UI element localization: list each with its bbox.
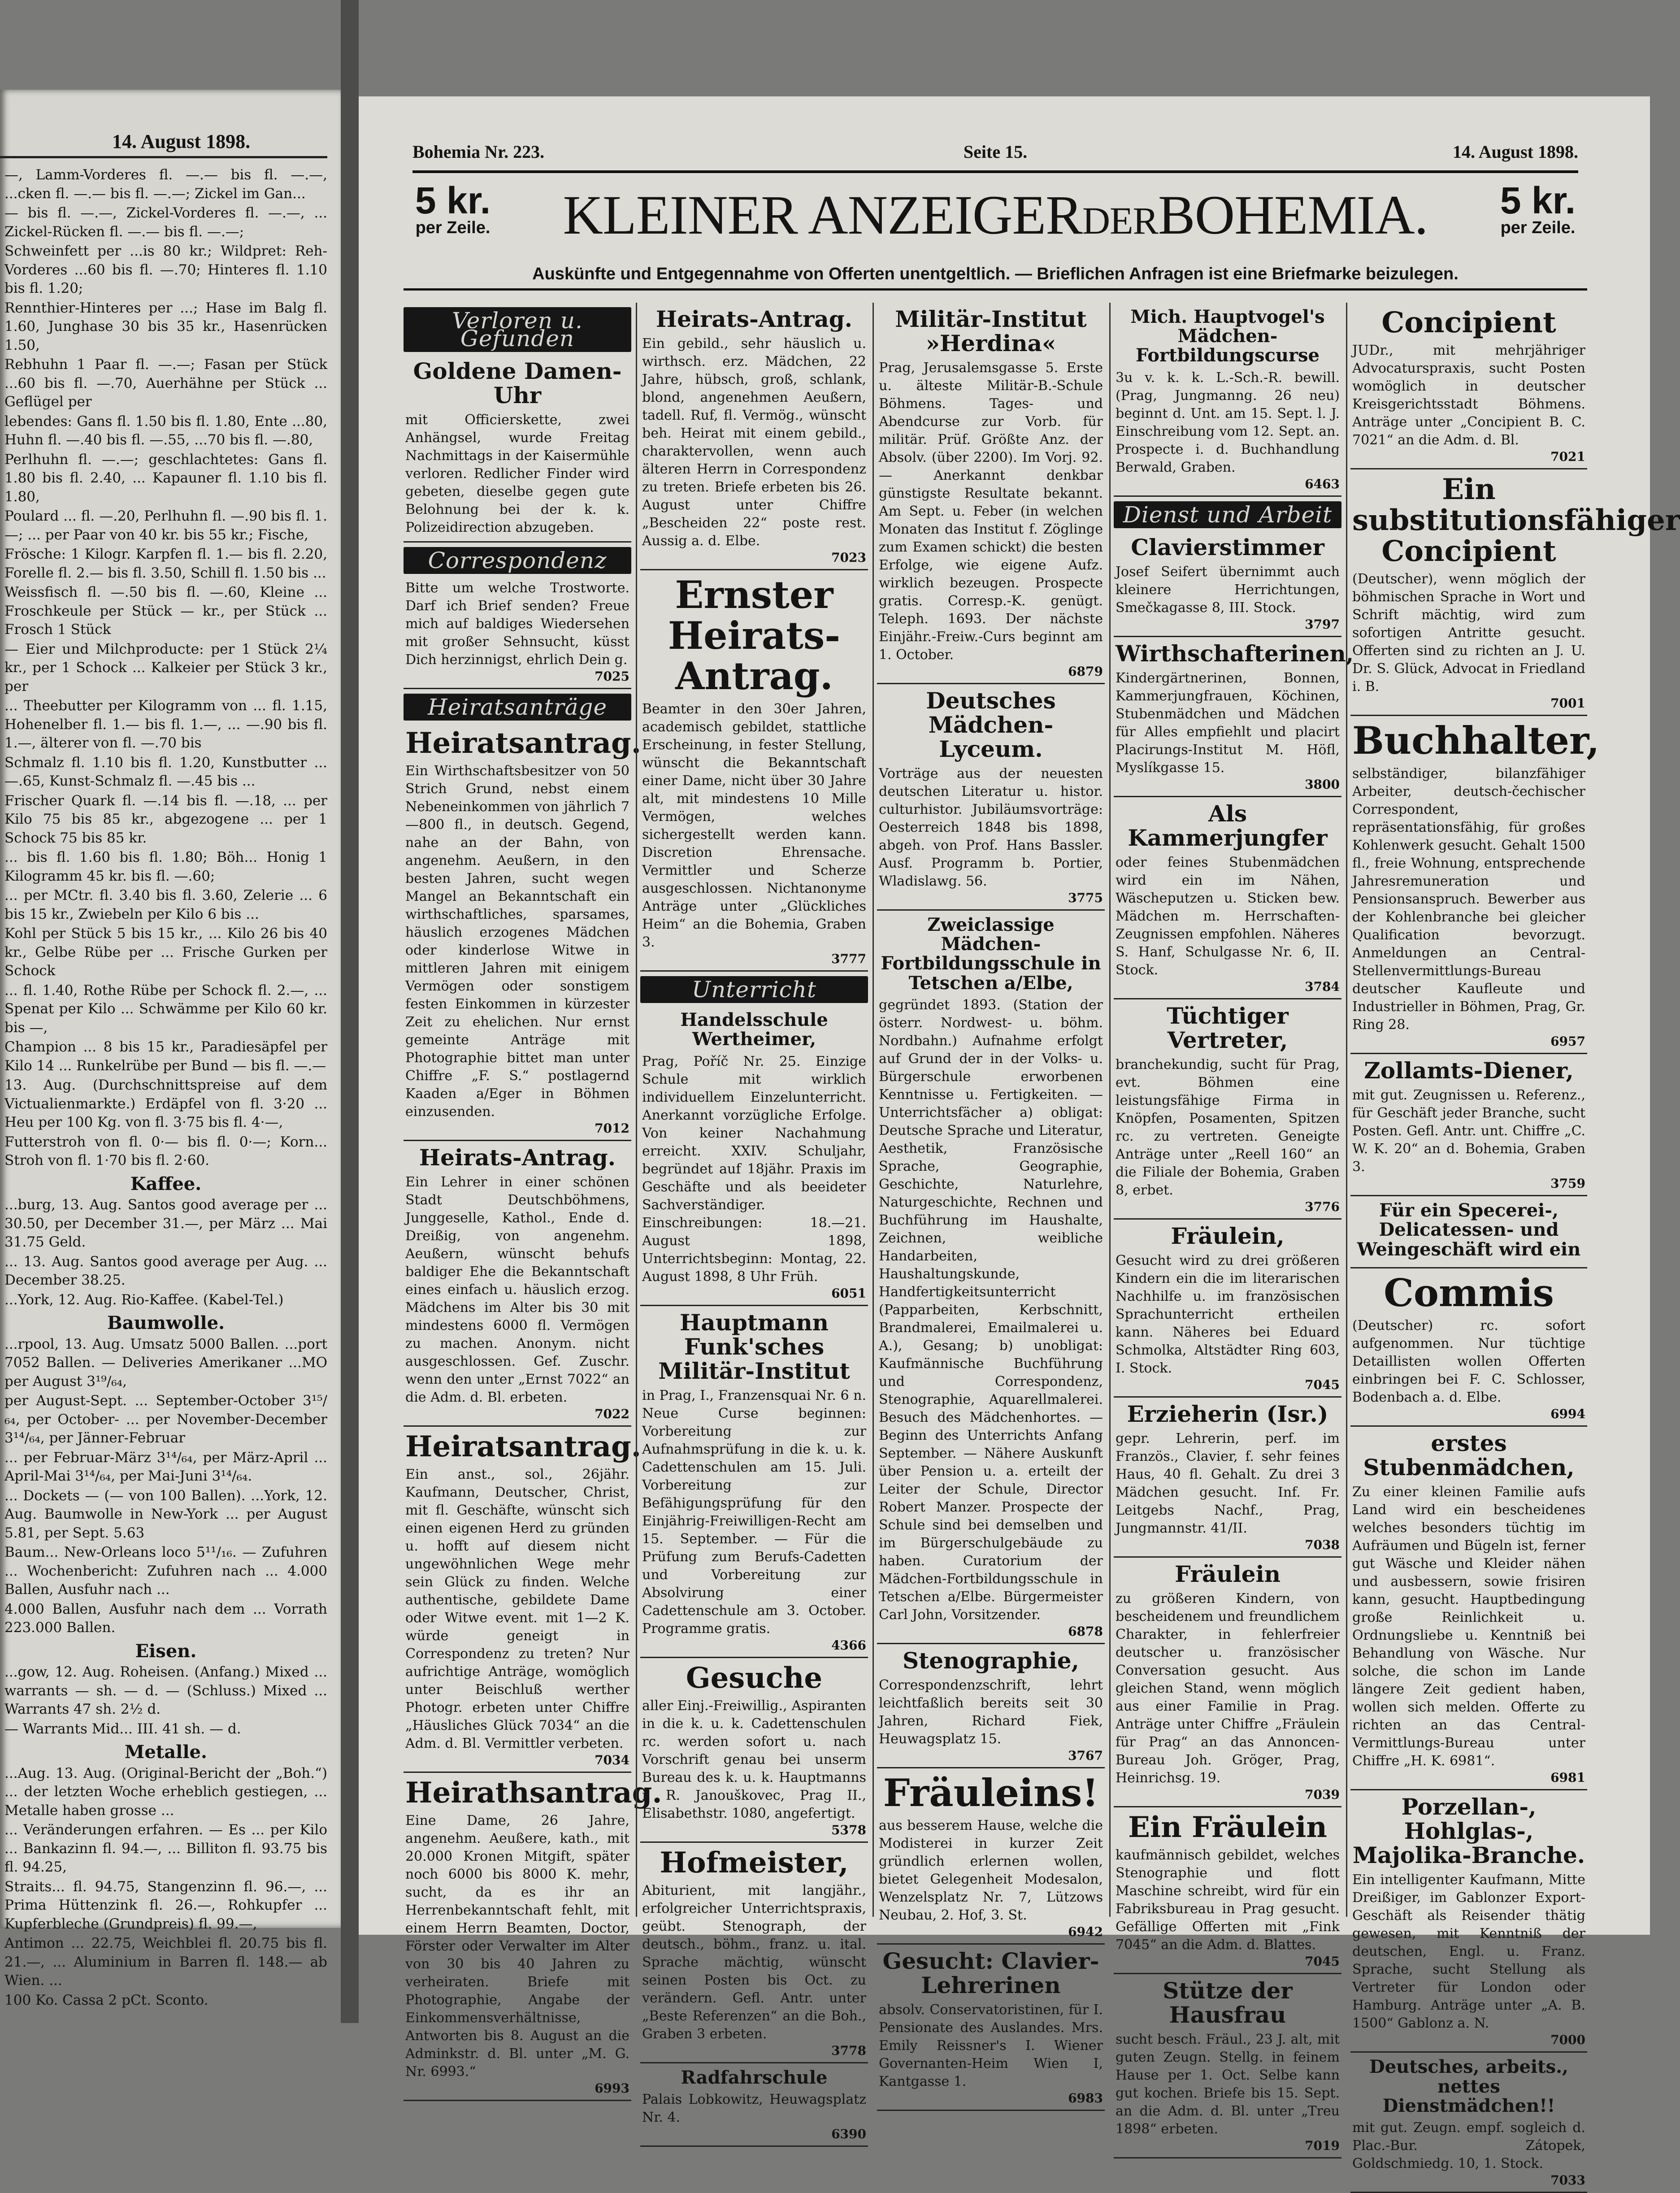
classified-ad [877,1644,1105,1768]
ad-title: Fräulein, [1171,1222,1285,1249]
ad-text: aller Einj.-Freiwillig., Aspiranten in die k. u. k. Cadettenschulen rc. werden sofort u. nach Vorschrift genau bei unserm Bureau des k. u. k. Hauptmanns i. R. Janouškovec, Prag II., Elisabethstr. 1080, angefertigt. [642,1698,866,1821]
section-banner: Dienst und Arbeit [1114,501,1341,528]
left-page-date: 14. August 1898. [112,130,251,152]
classified-ad [1114,1398,1341,1558]
ad-number: 7001 [1550,696,1585,711]
ad-title: Handelsschule Wertheimer, [680,1009,828,1050]
left-page-line: Straits... fl. 94.75, Stangenzinn fl. 96.—, ... Prima Hüttenzink fl. 26.—, Rohkupfer ... Kupferbleche (Grundpreis) fl. 99.—, [4,1878,327,1932]
ad-text: sucht besch. Fräul., 23 J. alt, mit guten Zeugn. Stellg. in feinem Hause per 1. Oct. Selbe kann gut kochen. Briefe bis 15. Sept. an die Adm. d. Bl. unter „Treu 1898“ erbeten. [1116,2031,1340,2137]
ad-text: gegründet 1893. (Station der österr. Nordwest- u. böhm. Nordbahn.) Aufnahme erfolgt auf Grund der in der Volks- u. Bürgerschule erworbenen Kenntnisse u. Fertigkeiten. — Unterrichtsfächer a) obligat: Deutsche Sprache und Literatur, Aesthetik, Französische Sprache, Geographie, Geschichte, Naturlehre, Naturgeschichte, Rechnen und Buchführung im Haushalte, Zeichnen, weibliche Handarbeiten, Haushaltungskunde, Handfertigkeitsunterricht (Papparbeiten, Kerbschnitt, Brandmalerei, Emailmalerei u. A.), Gesang; b) unobligat: Kaufmännische Buchführung und Correspondenz, Stenographie, Aquarellmalerei. Besuch des Mädchenhortes. — Beginn des Unterrichts Anfang September. — Nähere Auskunft über Pension u. a. erteilt der Leiter der Schule, Director Robert Manzer. Prospecte der Schule sind bei demselben und im Bürgerschulgebäude zu haben. Curatorium der Mädchen-Fortbildungsschule in Tetschen a/Elbe. Bürgermeister Carl John, Vorsitzender. [879,997,1103,1623]
masthead [404,177,1587,267]
column-rule [1109,303,1111,1917]
left-page-line: ... Veränderungen erfahren. — Es ... per Kilo ... Bankazinn fl. 94.—, ... Billiton fl. 93.75 bis fl. 94.25, [4,1822,327,1875]
ad-number: 6879 [1068,664,1103,679]
ad-number: 7034 [595,1753,629,1768]
left-page-rule [0,156,327,158]
ad-text: kaufmännisch gebildet, welches Stenographie und flott Maschine schreibt, wird für ein Fabriksbureau in Prag gesucht. Gefällige Offerten mit „Fink 7045“ an die Adm. d. Blattes. [1116,1847,1340,1953]
left-page-line: Baum... New-Orleans loco 5¹¹/₁₆. — Zufuhren ... Wochenbericht: Zufuhren nach ... 4.000 Ballen, Ausfuhr nach ... [4,1544,327,1598]
price-left-amount: 5 kr. [415,179,491,221]
ad-title: Buchhalter, [1352,718,1600,763]
price-left-unit: per Zeile. [415,218,491,237]
classified-ad [1350,1427,1587,1790]
section-banner: Heiratsanträge [404,694,631,721]
header-issue: Bohemia Nr. 223. [412,142,545,162]
ad-title: Deutsches, arbeits., nettes Dienstmädchen!! [1369,2056,1568,2116]
ad-title: Stütze der Hausfrau [1163,1977,1293,2028]
classified-ad [640,1306,868,1658]
classified-ad [640,303,868,570]
ad-number: 6390 [831,2126,866,2141]
left-page-line: — Warrants Mid... III. 41 sh. — d. [4,1720,241,1737]
classified-ad [1114,637,1354,797]
ad-title: Goldene Damen-Uhr [413,358,622,408]
ad-number: 7021 [1550,449,1585,465]
classified-ad [1350,1790,1587,2053]
ad-text: gepr. Lehrerin, perf. im Französ., Clavier, f. sehr feines Haus, 40 fl. Gehalt. Zu drei 3 Mädchen gesucht. Inf. Fr. Leitgebs Nachf., Prag, Jungmannstr. 41/II. [1116,1430,1340,1536]
ad-number: 6983 [1068,2091,1103,2106]
left-page-line: Frösche: 1 Kilogr. Karpfen fl. 1.— bis fl. 2.20, Forelle fl. 2.— bis fl. 3.50, Schill fl. 1.50 bis ... [4,546,327,581]
left-page-line: 100 Ko. Cassa 2 pCt. Sconto. [4,1992,208,2008]
ad-text: in Prag, I., Franzensquai Nr. 6 n. Neue Curse beginnen: Vorbereitung zur Aufnahmsprüfung in die k. u. k. Cadettenschulen am 15. Juli. Vorbereitung zur Befähigungsprüfung für den Einjährig-Freiwilligen-Recht am 15. September. — Für die Prüfung zum Berufs-Cadetten und Vorbereitung zur Absolvirung einer Cadettenschule am 3. October. Programme gratis. [642,1387,866,1637]
left-page-line: Frischer Quark fl. —.14 bis fl. —.18, ... per Kilo 75 bis 85 kr., abgezogene ... per 1 Schock 75 bis 85 kr. [4,792,327,846]
classified-ad [404,1427,642,1773]
ad-number: 4366 [831,1637,866,1653]
ad-text: Prag, Jerusalemsgasse 5. Erste u. älteste Militär-B.-Schule Böhmens. Tages- und Abendcurse zur Vorb. für militär. Prüf. Größte Anz. der Absolv. (über 2200). Im Vorj. 92. — Anerkannt denkbar günstigste Resultate bekannt. Am Sept. u. Feber (in welchen Monaten das Institut f. Zöglinge zum Examen schickt) die besten Erfolge, wie eigene Aufz. wirklich bezeugen. Prospecte gratis. Corresp.-K. genügt. Teleph. 1693. Der nächste Einjähr.-Freiw.-Curs beginnt am 1. October. [879,360,1103,663]
classified-ad [640,1658,868,1843]
left-page-line: ... Theebutter per Kilogramm von ... fl. 1.15, Hohenelber fl. 1.— bis fl. 1.—, ... —.90 bis fl. 1.—, älterer von fl. —.70 bis [4,698,327,751]
classified-ad [1114,797,1341,999]
ad-column-2 [640,303,868,2141]
left-page-section-heading: Metalle. [125,1741,207,1763]
ad-number: 6981 [1550,1770,1585,1785]
left-page-section-heading: Kaffee. [130,1173,202,1194]
classified-ad [877,684,1105,911]
left-page-line: ... per MCtr. fl. 3.40 bis fl. 3.60, Zelerie ... 6 bis 15 kr., Zwiebeln per Kilo 6 bis ... [4,887,327,922]
page-gutter [341,0,359,2023]
ad-text: Vorträge aus der neuesten deutschen Literatur u. histor. culturhistor. Jubiläumsvorträge: Oesterreich 1848 bis 1898, abgeh. von Prof. Hans Bassler. Ausf. Programm b. Portier, Wladislawg. 56. [879,766,1103,889]
column-rule [873,303,874,1917]
left-page-line: Rennthier-Hinteres per ...; Hase im Balg fl. 1.60, Junghase 30 bis 35 kr., Hasenrücken 1.50, [4,300,327,353]
ad-title: Heirats-Antrag. [419,1144,616,1171]
ad-number: 3784 [1305,979,1340,994]
ad-title: Militär-Institut »Herdina« [895,306,1087,356]
ad-number: 7022 [595,1407,629,1422]
ad-title: Stenographie, [903,1647,1079,1674]
classified-ad [1350,1268,1587,1427]
ad-title: Hauptmann Funk'sches Militär-Institut [658,1309,850,1384]
ad-number: 3797 [1305,617,1340,632]
ad-number: 3767 [1068,1748,1103,1763]
ad-text: Prag, Poříč Nr. 25. Einzige Schule mit wirklich individuellem Einzelunterricht. Anerkannt vorzügliche Erfolge. Von keiner Nachahmung erreicht. XXIV. Schuljahr, begründet auf 18jähr. Praxis im Geschäfte und als beeideter Sachverständiger. Einschreibungen: 18.—21. August 1898, Unterrichtsbeginn: Montag, 22. August 1898, 8 Uhr Früh. [642,1053,866,1285]
ad-text: selbständiger, bilanzfähiger Arbeiter, deutsch-čechischer Correspondent, repräsentationsfähig, für großes Kohlenwerk gesucht. Gehalt 1500 fl., freie Wohnung, entsprechende Jahresremuneration und Pensionsanspruch. Bewerber aus der Kohlenbranche bei gleicher Qualification bevorzugt. Anmeldungen an Central-Stellenvermittlungs-Bureau deutscher Kaufleute und Industrieller in Böhmen, Prag, Gr. Ring 28. [1352,766,1585,1033]
left-page-line: Kohl per Stück 5 bis 15 kr., ... Kilo 26 bis 40 kr., Gelbe Rübe per ... Frische Gurken per Schock [4,925,327,979]
ad-number: 3759 [1550,1176,1585,1191]
price-right-unit: per Zeile. [1500,218,1576,237]
left-page-section-heading: Baumwolle. [107,1312,225,1333]
ad-text: zu größeren Kindern, von bescheidenem und freundlichem Charakter, in fehlerfreier deutscher u. französischer Conversation gesucht. Aus gleichen Stand, wenn möglich aus einer Familie in Prag. Anträge unter Chiffre „Fräulein für Prag“ an das Annoncen-Bureau Joh. Gröger, Prag, Heinrichsg. 19. [1116,1590,1340,1786]
left-page-line: ... Dockets — (— von 100 Ballen). ...York, 12. Aug. Baumwolle in New-York ... per August 5.81, per Sept. 5.63 [4,1487,327,1541]
ad-number: 7023 [831,550,866,565]
left-page-line: ...York, 12. Aug. Rio-Kaffee. (Kabel-Tel.) [4,1291,284,1308]
ad-number: 7033 [1550,2173,1585,2188]
classified-ad [1350,469,1680,716]
classified-ad [1350,1196,1587,1268]
classified-ad [640,2063,868,2147]
ad-title: Fräuleins! [883,1770,1099,1815]
ad-title: Ernster Heirats-Antrag. [668,573,841,699]
ad-title: Deutsches Mädchen-Lyceum. [926,687,1056,762]
classified-ad [877,303,1105,684]
ad-column-1 [404,303,662,2096]
ad-number: 7000 [1550,2032,1585,2048]
newspaper-page [359,96,1680,2188]
classified-ad [1114,999,1341,1220]
left-page-line: Rebhuhn 1 Paar fl. —.—; Fasan per Stück ...60 bis fl. —.70, Auerhähne per Stück ... Geflügel per [4,356,327,410]
left-page-line: —, Lamm-Vorderes fl. —.— bis fl. —.—, ...cken fl. —.— bis fl. —.—; Zickel im Gan... [4,167,327,202]
section-banner: Correspondenz [404,547,631,574]
ad-text: absolv. Conservatoristinen, für I. Pensionate des Auslandes. Mrs. Emily Reissner's I. Wiener Governanten-Heim Wien I, Kantgasse 1. [879,2002,1103,2090]
ad-number: 7045 [1305,1377,1340,1392]
left-page-line: Poulard ... fl. —.20, Perlhuhn fl. —.90 bis fl. 1.—; ... per Paar von 40 kr. bis 55 kr.; Fische, [4,508,327,543]
classified-ad [1350,303,1587,469]
ad-number: 6051 [831,1285,866,1301]
classified-ad [404,577,631,689]
header-rule [412,170,1578,173]
title-der: DER [1082,199,1158,242]
classified-ad [1114,1558,1341,1807]
ad-text: Ein intelligenter Kaufmann, Mitte Dreißiger, im Gablonzer Export-Geschäft als Reisender thätig gewesen, mit Kenntniß der deutschen, Engl. u. Franz. Sprache, sucht Stellung als Vertreter für London oder Hamburg. Anträge unter „A. B. 1500“ Gablonz a. N. [1352,1872,1585,2032]
ad-text: JUDr., mit mehrjähriger Advocaturspraxis, sucht Posten womöglich in deutscher Kreisgerichtsstadt Böhmens. Anträge unter „Concipient B. C. 7021“ an die Adm. d. Bl. [1352,343,1585,448]
ad-text: aus besserem Hause, welche die Modisterei in kurzer Zeit gründlich erlernen wollen, bietet Gelegenheit Modesalon, Wenzelsplatz Nr. 7, Lützows Neubau, 2. Hof, 3. St. [879,1818,1103,1924]
ad-text: (Deutscher) rc. sofort aufgenommen. Nur tüchtige Detaillisten wollen Offerten einbringen bei F. C. Schlosser, Bodenbach a. d. Elbe. [1352,1318,1585,1406]
ad-text: mit gut. Zeugnissen u. Referenz., für Geschäft jeder Branche, sucht Posten. Gefl. Antr. unt. Chiffre „C. W. K. 20“ an d. Bohemia, Graben 3. [1352,1087,1585,1175]
left-page-line: Schweinfett per ...is 80 kr.; Wildpret: Reh-Vorderes ...60 bis fl. —.70; Hinteres fl. 1.10 bis fl. 1.20; [4,243,327,296]
ad-title: Fräulein [1175,1560,1281,1587]
left-page-line: 4.000 Ballen, Ausfuhr nach dem ... Vorrath 223.000 Ballen. [4,1601,327,1636]
ad-column-5 [1350,303,1680,2188]
ad-title: Heiratsantrag. [405,1430,642,1464]
ad-number: 7019 [1305,2138,1340,2153]
ad-text: Ein anst., sol., 26jähr. Kaufmann, Deutscher, Christ, mit fl. Geschäfte, wünscht sich einen eigenen Herd zu gründen u. hofft auf diesem nicht ungewöhnlichen Wege mehr sein Glück zu finden. Welche authentische, gebildete Dame oder Witwe event. mit 1—2 K. würde geneigt in Correspondenz zu treten? Nur aufrichtige Anträge, womöglich unter Beischluß werther Photogr. erbeten unter Chiffre „Häusliches Glück 7034“ an die Adm. d. Bl. Vermittler verbeten. [405,1467,629,1752]
ad-number: 7025 [595,669,629,684]
ad-number: 3778 [831,2043,866,2058]
column-rule [636,303,637,1917]
ad-text: branchekundig, sucht für Prag, evt. Böhmen eine leistungsfähige Firma in Knöpfen, Posamenten, Spitzen rc. zu vertreten. Geneigte Anträge unter „Reell 160“ an die Filiale der Bohemia, Graben 8, erbet. [1116,1056,1340,1198]
ad-text: Abiturient, mit langjähr., erfolgreicher Unterrichtspraxis, geübt. Stenograph, der deutsch., böhm., franz. u. ital. Sprache mächtig, wünscht seinen Posten bis Oct. zu verändern. Gefl. Antr. unter „Beste Referenzen“ an die Boh., Graben 3 erbeten. [642,1882,866,2042]
ad-title: Ein Fräulein [1128,1810,1327,1844]
ad-text: (Deutscher), wenn möglich der böhmischen Sprache in Wort und Schrift mächtig, wird zum sofortigen Antritte gesucht. Offerten sind zu richten an J. U. Dr. S. Glück, Advocat in Friedland i. B. [1352,571,1585,695]
ad-text: Ein Wirthschaftsbesitzer von 50 Strich Grund, nebst einem Nebeneinkommen von jährlich 7—800 fl., in deutsch. Gegend, nahe an der Bahn, von angenehm. Aeußern, in den besten Jahren, sucht wegen Mangel an Bekanntschaft ein wirthschaftliches, sparsames, häuslich erzogenes Mädchen oder kinderlose Witwe in mittleren Jahren mit einigem Vermögen oder sonstigem festen Einkommen in kürzester Zeit zu ehelichen. Nur ernst gemeinte Anträge mit Photographie bittet man unter Chiffre „F. S.“ postlagernd Kaaden a/Eger in Böhmen einzusenden. [405,763,629,1120]
ad-title: Hofmeister, [660,1846,849,1880]
ad-title: erstes Stubenmädchen, [1363,1430,1575,1481]
ad-number: 6463 [1305,476,1340,491]
left-page-line: 13. Aug. (Durchschnittspreise auf dem Victualienmarkte.) Erdäpfel von fl. 3·20 ... Heu per 100 Kg. von fl. 3·75 bis fl. 4·—, [4,1077,327,1130]
left-page-line: Futterstroh von fl. 0·— bis fl. 0·—; Korn... Stroh von fl. 1·70 bis fl. 2·60. [4,1133,327,1168]
classified-ad [1114,1807,1341,1974]
left-page-section-heading: Eisen. [135,1640,197,1662]
ad-text: Correspondenzschrift, lehrt leichtfaßlich bereits seit 30 Jahren, Richard Fiek, Heuwagsplatz 15. [879,1677,1103,1747]
ad-number: 3776 [1305,1199,1340,1214]
header-page-number: Seite 15. [963,142,1028,162]
masthead-title [502,177,1489,259]
left-page [0,90,341,2008]
ad-title: Concipient [1381,306,1556,339]
left-page-line: ... 13. Aug. Santos good average per Aug. ... December 38.25. [4,1253,327,1288]
ad-number: 6942 [1068,1924,1103,1940]
ad-title: Wirthschafterinen, [1116,640,1354,667]
ad-number: 7012 [595,1121,629,1136]
left-page-line: ... bis fl. 1.60 bis fl. 1.80; Böh... Honig 1 Kilogramm 45 kr. bis fl. —.60; [4,849,327,884]
ad-column-4 [1114,303,1354,2153]
ad-title: Ein substitutionsfähiger Concipient [1352,473,1680,569]
left-page-line: ...burg, 13. Aug. Santos good average per ... 30.50, per December 31.—, per März ... Mai 31.75 Geld. [4,1197,327,1250]
classified-ad [1350,2053,1587,2193]
ad-number: 7045 [1305,1954,1340,1969]
ad-title: Mich. Hauptvogel's Mädchen-Fortbildungscurse [1130,306,1325,366]
ad-title: Zweiclassige Mädchen-Fortbildungsschule in Tetschen a/Elbe, [881,914,1101,994]
classified-ad [877,1768,1105,1945]
left-page-line: Champion ... 8 bis 15 kr., Paradiesäpfel per Kilo 14 ... Runkelrübe per Bund — bis fl. —.— [4,1039,327,1074]
classified-ad [640,1006,868,1306]
classified-ad [877,1945,1105,2111]
ad-title: Radfahrschule [681,2067,828,2088]
ad-number: 5378 [831,1822,866,1837]
left-page-line: lebendes: Gans fl. 1.50 bis fl. 1.80, Ente ...80, Huhn fl. —.40 bis fl. —.55, ...70 bis fl. —.80, [4,413,327,448]
ad-number: 6994 [1550,1407,1585,1422]
ad-text: mit gut. Zeugn. empf. sogleich d. Plac.-Bur. Zátopek, Goldschmiedg. 10, 1. Stock. [1352,2120,1585,2171]
ad-number: 6993 [595,2081,629,2096]
ad-text: Josef Seifert übernimmt auch kleinere Herrichtungen, Smečkagasse 8, III. Stock. [1116,564,1340,616]
ad-title: Zollamts-Diener, [1364,1057,1574,1084]
classified-ad [877,911,1105,1644]
ad-title: Tüchtiger Vertreter, [1167,1002,1289,1053]
left-page-text [4,166,327,2008]
classified-ad [1114,531,1341,637]
price-right-amount: 5 kr. [1500,179,1576,221]
left-page-line: ...rpool, 13. Aug. Umsatz 5000 Ballen. ...port 7052 Ballen. — Deliveries Amerikaner ...MO per August 3¹⁹/₆₄, [4,1336,327,1390]
left-page-line: ...Aug. 13. Aug. (Original-Bericht der „Boh.“) ... der letzten Woche erheblich gestiegen, ... Metalle haben grosse ... [4,1765,327,1819]
ad-text: Kindergärtnerinen, Bonnen, Kammerjungfrauen, Köchinen, Stubenmädchen und Mädchen für Alles empfiehlt und placirt Placirungs-Institut M. Höfl, Myslíkgasse 15. [1116,670,1340,776]
left-page-line: ... fl. 1.40, Rothe Rübe per Schock fl. 2.—, ... Spenat per Kilo ... Schwämme per Kilo 60 kr. bis —, [4,982,327,1036]
left-page-line: per August-Sept. ... September-October 3¹⁵/₆₄, per October- ... per November-December 3¹⁴/₆₄, per Jänner-Februar [4,1393,327,1446]
left-page-line: Weissfisch fl. —.50 bis fl. —.60, Kleine ... Froschkeule per Stück — kr., per Stück ... Frosch 1 Stück [4,584,327,638]
ad-title: Für ein Specerei-, Delicatessen- und Weingeschäft wird ein [1357,1200,1581,1260]
ad-title: Heirathsantrag. [405,1776,662,1810]
ad-title: Commis [1384,1270,1554,1315]
left-page-line: Antimon ... 22.75, Weichblei fl. 20.75 bis fl. 21.—, ... Aluminium in Barren fl. 148.— ab Wien. ... [4,1935,327,1989]
ad-text: Gesucht wird zu drei größeren Kindern ein die im literarischen Nachhilfe u. im französischen Sprachunterricht ertheilen kann. Näheres bei Eduard Schmolka, Altstädter Ring 603, I. Stock. [1116,1252,1340,1376]
ad-title: Als Kammerjungfer [1128,800,1328,851]
ad-text: Ein gebild., sehr häuslich u. wirthsch. erz. Mädchen, 22 Jahre, hübsch, groß, schlank, blond, angenehmen Aeußern, tadell. Ruf, fl. Vermög., wünscht beh. Heirat mit einem gebild., charaktervollen, wenn auch älteren Herrn in Correspondenz zu treten. Briefe erbeten bis 26. August unter Chiffre „Bescheiden 22“ poste rest. Aussig a. d. Elbe. [642,336,866,549]
price-right [1489,179,1587,237]
classified-ad [1350,716,1600,1054]
classified-ad [404,723,642,1141]
ad-title: Heirats-Antrag. [656,306,853,332]
ad-title: Gesuche [686,1661,823,1695]
ad-text: Palais Lobkowitz, Heuwagsplatz Nr. 4. [642,2091,866,2125]
ad-text: Bitte um welche Trostworte. Darf ich Brief senden? Freue mich auf baldiges Wiedersehen mit großer Sehnsucht, küsst Dich herzinnigst, ehrlich Dein g. [405,580,629,668]
ad-number: 7039 [1305,1787,1340,1802]
classified-ad [404,1141,631,1427]
ad-title: Porzellan-, Hohlglas-, Majolika-Branche. [1352,1793,1585,1869]
left-page-line: ... per Februar-März 3¹⁴/₆₄, per März-April ... April-Mai 3¹⁴/₆₄, per Mai-Juni 3¹⁴/₆₄. [4,1449,327,1484]
ad-number: 6878 [1068,1624,1103,1639]
classified-ad [1350,1054,1587,1196]
ad-text: Beamter in den 30er Jahren, academisch gebildet, stattliche Erscheinung, in fester Stellung, wünscht die Bekanntschaft einer Dame, nicht über 30 Jahre alt, mit mindestens 10 Mille Vermögen, welches sichergestellt werden kann. Discretion Ehrensache. Vermittler und Scherze ausgeschlossen. Nichtanonyme Anträge unter „Glückliches Heim“ an die Bohemia, Graben 3. [642,701,866,951]
ad-text: oder feines Stubenmädchen wird ein im Nähen, Wäscheputzen u. Sticken bew. Mädchen m. Herrschaften-Zeugnissen empfohlen. Näheres S. Hanf, Schulgasse Nr. 6, II. Stock. [1116,854,1340,978]
classified-ad [404,1773,662,2101]
header-date: 14. August 1898. [1452,142,1578,162]
classified-ad [1114,1220,1341,1398]
section-banner: Unterricht [640,976,868,1003]
ad-text: mit Officierskette, zwei Anhängsel, wurde Freitag Nachmittags in der Kaisermühle verloren. Redlicher Finder wird gebeten, dieselbe gegen gute Belohnung bei der k. k. Polizeidirection abzugeben. [405,412,629,535]
column-rule [1346,303,1347,1917]
classified-ad [1114,303,1341,497]
ad-title: Erzieherin (Isr.) [1127,1400,1328,1427]
left-page-line: Perlhuhn fl. —.—; geschlachtetes: Gans fl. 1.80 bis fl. 2.40, ... Kapauner fl. 1.10 bis fl. 1.80, [4,451,327,505]
classified-ad [640,570,868,972]
ad-number: 7038 [1305,1537,1340,1552]
ad-text: Zu einer kleinen Familie aufs Land wird ein bescheidenes welches besonders tüchtig im Aufräumen und Bügeln ist, ferner gut Wäsche und Kleider nähen und ausbessern, sowie frisiren kann, gesucht. Hauptbedingung große Reinlichkeit u. Ordnungsliebe u. Kenntniß bei Behandlung von Wäsche. Nur solche, die schon im Lande längere Zeit gedient haben, wollen sich melden. Offerte zu richten an das Central-Vermittlungs-Bureau unter Chiffre „H. K. 6981“. [1352,1484,1585,1769]
classified-ad [640,1843,868,2063]
price-left [404,179,502,237]
page-header [412,141,1578,168]
ad-column-3 [877,303,1105,2106]
left-page-line: ...gow, 12. Aug. Roheisen. (Anfang.) Mixed ... warrants — sh. — d. — (Schluss.) Mixed ... Warrants 47 sh. 2½ d. [4,1664,327,1717]
ad-number: 3775 [1068,890,1103,905]
left-page-line: — bis fl. —.—, Zickel-Vorderes fl. —.—, ... Zickel-Rücken fl. —.— bis fl. —.—; [4,205,327,240]
title-part-1: KLEINER ANZEIGER [563,184,1082,246]
ad-number: 3777 [831,951,866,967]
ad-number: 3800 [1305,777,1340,792]
classified-ad [1114,1974,1341,2158]
masthead-tagline: Auskünfte und Entgegennahme von Offerten unentgeltlich. — Brieflichen Anfragen ist eine Briefmarke beizulegen. [404,265,1587,291]
ad-title: Clavierstimmer [1131,534,1324,560]
left-page-line: Schmalz fl. 1.10 bis fl. 1.20, Kunstbutter ... —.65, Kunst-Schmalz fl. —.45 bis ... [4,754,327,789]
ad-title: Gesucht: Clavier-Lehrerinen [882,1948,1099,1999]
left-page-line: — Eier und Milchproducte: per 1 Stück 2¼ kr., per 1 Schock ... Kalkeier per Stück 3 kr., per [4,641,327,695]
section-banner: Verloren u. Gefunden [404,307,631,352]
ad-text: 3u v. k. k. L.-Sch.-R. bewill. (Prag, Jungmanng. 26 neu) beginnt d. Unt. am 15. Sept. l. J. Einschreibung vom 12. Sept. an. Prospecte i. d. Buchhandlung Berwald, Graben. [1116,369,1340,475]
ad-text: Eine Dame, 26 Jahre, angenehm. Aeußere, kath., mit 20.000 Kronen Mitgift, später noch 6000 bis 8000 K. mehr, sucht, da es ihr an Herrenbekanntschaft fehlt, mit einem Herrn Beamten, Doctor, Förster oder Verwalter im Alter von 30 bis 40 Jahren zu verheiraten. Briefe mit Photographie, Angabe der Einkommensverhältnisse, Antworten bis 8. August an die Adminkstr. d. Bl. unter „M. G. Nr. 6993.“ [405,1813,629,2080]
title-part-2: BOHEMIA. [1158,184,1428,246]
ad-title: Heiratsantrag. [405,726,642,760]
ad-text: Ein Lehrer in einer schönen Stadt Deutschböhmens, Junggeselle, Kathol., Ende d. Dreißig, von angenehm. Aeußern, wünscht behufs baldiger Ehe die Bekanntschaft eines einfach u. häuslich erzog. Mädchens im Alter bis 30 mit mindestens 6000 fl. Vermögen zu machen. Anonym. nicht ausgeschlossen. Gef. Zuschr. wenn den unter „Ernst 7022“ an die Adm. d. Bl. erbeten. [405,1174,629,1406]
classified-ad [404,355,631,543]
ad-number: 6957 [1550,1034,1585,1049]
